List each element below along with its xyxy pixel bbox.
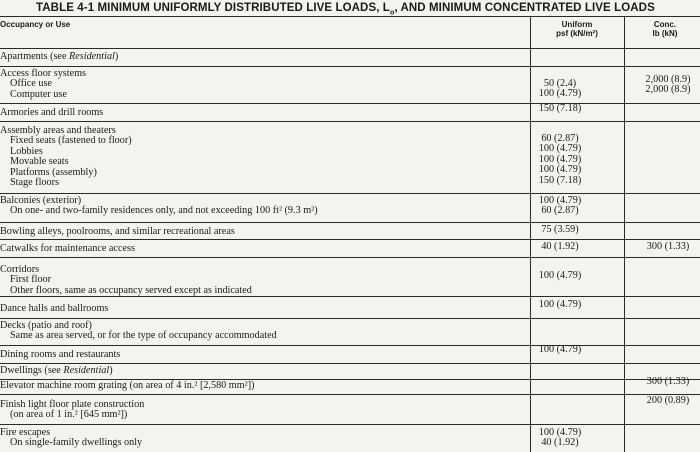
occupancy-label: Dwellings (see Residential) bbox=[0, 365, 113, 376]
concentrated-load: 300 (1.33) bbox=[646, 241, 690, 252]
rule bbox=[0, 296, 700, 297]
occupancy-sublabel: Movable seats bbox=[10, 156, 69, 168]
uniform-load: 100 (4.79) 60 (2.87) bbox=[538, 195, 582, 217]
occupancy-label: Armories and drill rooms bbox=[0, 107, 104, 118]
header-uniform: Uniform psf (kN/m²) bbox=[556, 20, 598, 38]
occupancy-sublabel: Stage floors bbox=[10, 177, 59, 189]
uniform-load: 100 (4.79) 40 (1.92) bbox=[538, 427, 582, 449]
occupancy-sublabel: Same as area served, or for the type of occupancy accommodated bbox=[10, 330, 277, 342]
uniform-load: 40 (1.92) bbox=[541, 241, 579, 252]
occupancy-label: Dining rooms and restaurants bbox=[0, 349, 121, 360]
rule bbox=[0, 121, 700, 122]
occupancy-sublabel: Other floors, same as occupancy served except as indicated bbox=[10, 284, 252, 296]
occupancy-label: Decks (patio and roof) bbox=[0, 320, 92, 331]
occupancy-label: Apartments (see Residential) bbox=[0, 51, 119, 62]
rule bbox=[0, 394, 700, 395]
occupancy-label: Corridors bbox=[0, 264, 40, 275]
rule bbox=[0, 48, 700, 49]
occupancy-label: Assembly areas and theaters bbox=[0, 125, 116, 136]
occupancy-sublabel: Platforms (assembly) bbox=[10, 166, 97, 178]
uniform-load: 100 (4.79) bbox=[538, 299, 582, 310]
rule bbox=[0, 318, 700, 319]
concentrated-load: 300 (1.33) bbox=[646, 376, 690, 387]
concentrated-load: 2,000 (8.9) 2,000 (8.9) bbox=[645, 74, 691, 96]
rule bbox=[0, 363, 700, 364]
occupancy-label: Fire escapes bbox=[0, 427, 51, 438]
rule bbox=[0, 257, 700, 258]
occupancy-label: Elevator machine room grating (on area of 4 in.² [2,580 mm²]) bbox=[0, 380, 255, 391]
table-header bbox=[0, 16, 700, 52]
occupancy-sublabel: On one- and two-family residences only, and not exceeding 100 ft² (9.3 m²) bbox=[10, 205, 318, 217]
occupancy-sublabel: On single-family dwellings only bbox=[10, 437, 143, 449]
header-occupancy: Occupancy or Use bbox=[0, 20, 71, 29]
occupancy-sublabel: Fixed seats (fastened to floor) bbox=[10, 135, 132, 147]
rule bbox=[0, 424, 700, 425]
rule bbox=[0, 66, 700, 67]
occupancy-sublabel: Lobbies bbox=[10, 145, 43, 157]
rule bbox=[0, 239, 700, 240]
rule bbox=[0, 222, 700, 223]
occupancy-label: Bowling alleys, poolrooms, and similar recreational areas bbox=[0, 226, 235, 237]
occupancy-label: Access floor systems bbox=[0, 68, 87, 79]
header-concentrated: Conc. lb (kN) bbox=[652, 20, 678, 38]
uniform-load: 100 (4.79) bbox=[538, 270, 582, 281]
occupancy-label: Balconies (exterior) bbox=[0, 195, 82, 206]
concentrated-load: 200 (0.89) bbox=[646, 395, 690, 406]
rule bbox=[0, 345, 700, 346]
occupancy-label: Dance halls and ballrooms bbox=[0, 303, 109, 314]
occupancy-sublabel: First floor bbox=[10, 274, 52, 286]
rule bbox=[0, 193, 700, 194]
table-title: TABLE 4-1 MINIMUM UNIFORMLY DISTRIBUTED LIVE LOADS, $L_o$, AND MINIMUM CONCENTRATED LIVE LOADS bbox=[36, 2, 655, 17]
occupancy-sublabel: Computer use bbox=[10, 88, 67, 100]
column-divider bbox=[624, 16, 625, 452]
uniform-load: 75 (3.59) bbox=[541, 224, 579, 235]
occupancy-sublabel: (on area of 1 in.² [645 mm²]) bbox=[10, 409, 128, 421]
occupancy-sublabel: Office use bbox=[10, 78, 52, 90]
uniform-load: 60 (2.87) 100 (4.79) 100 (4.79) 100 (4.79) 150 (7.18) bbox=[538, 133, 582, 186]
uniform-load: 100 (4.79) bbox=[538, 344, 582, 355]
rule bbox=[0, 103, 700, 104]
occupancy-label: Catwalks for maintenance access bbox=[0, 243, 135, 254]
occupancy-label: Finish light floor plate construction bbox=[0, 399, 145, 410]
uniform-load: 50 (2.4) 100 (4.79) bbox=[538, 78, 582, 100]
uniform-load: 150 (7.18) bbox=[538, 103, 582, 114]
